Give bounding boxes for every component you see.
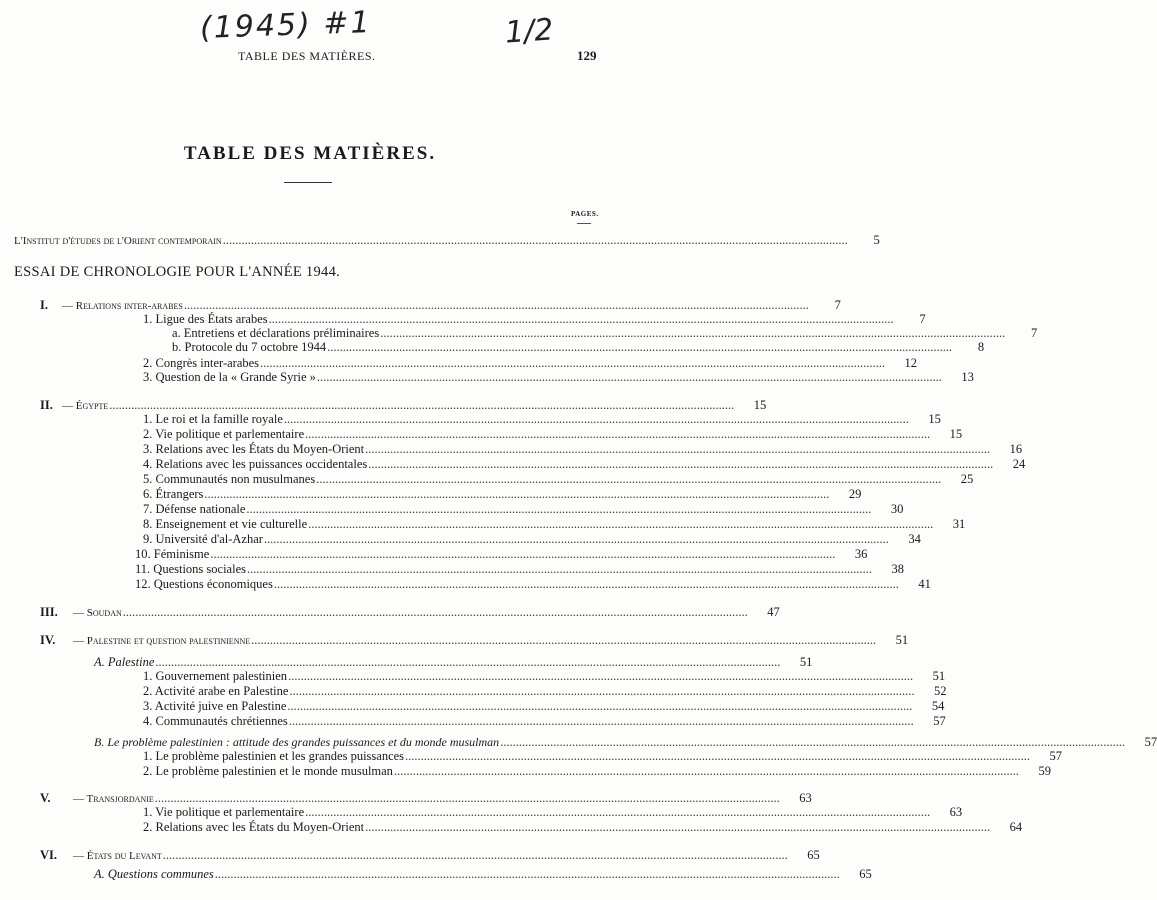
toc-entry-label: 2. Congrès inter-arabes xyxy=(143,356,260,370)
handwritten-fraction: 1/2 xyxy=(503,12,555,51)
toc-page-number: 34 xyxy=(908,532,921,546)
toc-page-number: 25 xyxy=(960,472,974,486)
toc-entry-label: 12. Questions économiques xyxy=(135,577,273,591)
dot-leader: ........................................................................................................................................................................................................ xyxy=(305,427,931,441)
toc-item[interactable] xyxy=(143,370,974,385)
toc-page-number: 36 xyxy=(854,547,868,561)
toc-page-number: 7 xyxy=(1030,326,1038,340)
toc-page-number: 52 xyxy=(933,684,947,698)
toc-entry-label: — Palestine et question palestinienne xyxy=(73,635,251,647)
dot-leader: ........................................................................................................................................................................................................ xyxy=(305,805,931,819)
toc-entry-label: 2. Activité arabe en Palestine xyxy=(143,684,289,698)
toc-page-number: 41 xyxy=(918,577,931,591)
toc-page-number: 7 xyxy=(919,312,926,326)
toc-item[interactable] xyxy=(135,562,904,577)
toc-page-number: 30 xyxy=(890,502,904,516)
section-title: ESSAI DE CHRONOLOGIE POUR L'ANNÉE 1944. xyxy=(14,264,341,280)
toc-entry-label: 1. Ligue des États arabes xyxy=(143,312,268,326)
dot-leader: ........................................................................................................................................................................................................ xyxy=(327,340,953,354)
dot-leader: ........................................................................................................................................................................................................ xyxy=(273,577,899,591)
toc-page-number: 59 xyxy=(1038,764,1051,778)
dot-leader: ........................................................................................................................................................................................................ xyxy=(162,848,788,862)
chapter-numeral: II. xyxy=(40,398,53,412)
dot-leader: ........................................................................................................................................................................................................ xyxy=(204,487,830,501)
dot-leader: ........................................................................................................................................................................................................ xyxy=(288,714,914,728)
dot-leader: ........................................................................................................................................................................................................ xyxy=(214,867,840,881)
toc-page-number: 8 xyxy=(977,340,985,354)
handwritten-annotation: (1945) #1 xyxy=(199,5,373,46)
toc-entry-institut[interactable] xyxy=(14,233,880,248)
toc-item[interactable] xyxy=(143,684,947,699)
pages-column-rule xyxy=(577,223,591,224)
dot-leader: ........................................................................................................................................................................................................ xyxy=(500,735,1126,749)
chapter-numeral: III. xyxy=(40,605,58,619)
toc-entry-label: B. Le problème palestinien : attitude des grandes puissances et du monde musulman xyxy=(94,735,500,749)
toc-page-number: 51 xyxy=(895,633,909,647)
toc-subsection-b[interactable] xyxy=(94,735,1157,750)
chapter-numeral: V. xyxy=(40,791,51,805)
toc-chapter-6[interactable] xyxy=(73,848,820,863)
toc-page-number: 13 xyxy=(961,370,974,384)
toc-item[interactable] xyxy=(172,340,985,355)
toc-item[interactable] xyxy=(143,764,1051,779)
toc-page-number: 29 xyxy=(848,487,862,501)
toc-page-number: 15 xyxy=(928,412,941,426)
dot-leader: ........................................................................................................................................................................................................ xyxy=(316,472,942,486)
toc-item[interactable] xyxy=(143,487,862,502)
toc-item[interactable] xyxy=(143,427,963,442)
toc-entry-label: — Soudan xyxy=(73,607,122,619)
toc-item[interactable] xyxy=(143,457,1026,472)
toc-page-number: 63 xyxy=(799,791,812,805)
toc-entry-label: 3. Relations avec les États du Moyen-Orient xyxy=(143,442,365,456)
toc-page-number: 5 xyxy=(873,233,880,247)
toc-chapter-5[interactable] xyxy=(73,791,812,806)
toc-item[interactable] xyxy=(135,577,931,592)
toc-item[interactable] xyxy=(143,749,1063,764)
toc-entry-label: 1. Vie politique et parlementaire xyxy=(143,805,305,819)
toc-entry-label: — Relations inter-arabes xyxy=(62,300,183,312)
toc-entry-label: 9. Université d'al-Azhar xyxy=(143,532,263,546)
toc-entry-label: 3. Activité juive en Palestine xyxy=(143,699,287,713)
dot-leader: ........................................................................................................................................................................................................ xyxy=(183,298,809,312)
toc-item[interactable] xyxy=(143,472,974,487)
toc-item[interactable] xyxy=(143,699,945,714)
dot-leader: ........................................................................................................................................................................................................ xyxy=(393,764,1019,778)
toc-item[interactable] xyxy=(143,820,1023,835)
toc-entry-label: b. Protocole du 7 octobre 1944 xyxy=(172,340,327,354)
toc-item[interactable] xyxy=(143,412,941,427)
dot-leader: ........................................................................................................................................................................................................ xyxy=(365,820,991,834)
toc-subsection-a[interactable] xyxy=(94,867,872,882)
toc-item[interactable] xyxy=(143,502,904,517)
toc-entry-label: 8. Enseignement et vie culturelle xyxy=(143,517,308,531)
toc-chapter-1[interactable] xyxy=(62,298,841,313)
toc-entry-label: A. Palestine xyxy=(94,655,155,669)
toc-page-number: 57 xyxy=(1144,735,1157,749)
toc-item[interactable] xyxy=(143,532,921,547)
toc-page-number: 65 xyxy=(807,848,820,862)
toc-entry-label: — Transjordanie xyxy=(73,793,154,805)
dot-leader: ........................................................................................................................................................................................................ xyxy=(109,398,735,412)
dot-leader: ........................................................................................................................................................................................................ xyxy=(246,502,872,516)
toc-page-number: 47 xyxy=(767,605,780,619)
toc-entry-label: 11. Questions sociales xyxy=(135,562,246,576)
toc-entry-label: 3. Question de la « Grande Syrie » xyxy=(143,370,316,384)
toc-entry-label: L'Institut d'études de l'Orient contemporain xyxy=(14,235,222,247)
toc-item[interactable] xyxy=(143,805,963,820)
toc-entry-label: 1. Gouvernement palestinien xyxy=(143,669,288,683)
toc-subsection-a[interactable] xyxy=(94,655,813,670)
toc-entry-label: — Égypte xyxy=(62,400,109,412)
dot-leader: ........................................................................................................................................................................................................ xyxy=(222,233,848,247)
toc-page-number: 51 xyxy=(799,655,813,669)
toc-page-number: 64 xyxy=(1009,820,1023,834)
dot-leader: ........................................................................................................................................................................................................ xyxy=(288,669,914,683)
toc-entry-label: 1. Le problème palestinien et les grandes puissances xyxy=(143,749,405,763)
dot-leader: ........................................................................................................................................................................................................ xyxy=(260,356,886,370)
toc-item[interactable] xyxy=(143,714,946,729)
toc-entry-label: 6. Étrangers xyxy=(143,487,204,501)
chapter-numeral: I. xyxy=(40,298,48,312)
dot-leader: ........................................................................................................................................................................................................ xyxy=(405,749,1031,763)
toc-item[interactable] xyxy=(143,312,926,327)
dot-leader: ........................................................................................................................................................................................................ xyxy=(308,517,934,531)
toc-chapter-2[interactable] xyxy=(62,398,767,413)
dot-leader: ........................................................................................................................................................................................................ xyxy=(251,633,877,647)
dot-leader: ........................................................................................................................................................................................................ xyxy=(154,791,780,805)
toc-entry-label: 10. Féminisme xyxy=(135,547,210,561)
dot-leader: ........................................................................................................................................................................................................ xyxy=(368,457,994,471)
toc-item[interactable] xyxy=(143,669,946,684)
dot-leader: ........................................................................................................................................................................................................ xyxy=(283,412,909,426)
toc-entry-label: 2. Relations avec les États du Moyen-Orient xyxy=(143,820,365,834)
toc-chapter-4[interactable] xyxy=(73,633,909,648)
page-title: TABLE DES MATIÈRES. xyxy=(183,143,437,164)
toc-chapter-3[interactable] xyxy=(73,605,780,620)
toc-page-number: 15 xyxy=(949,427,963,441)
toc-page-number: 57 xyxy=(933,714,946,728)
dot-leader: ........................................................................................................................................................................................................ xyxy=(263,532,889,546)
dot-leader: ........................................................................................................................................................................................................ xyxy=(268,312,894,326)
toc-entry-label: 2. Vie politique et parlementaire xyxy=(143,427,305,441)
dot-leader: ........................................................................................................................................................................................................ xyxy=(246,562,872,576)
toc-page-number: 16 xyxy=(1009,442,1023,456)
chapter-numeral: IV. xyxy=(40,633,56,647)
toc-page-number: 7 xyxy=(834,298,841,312)
toc-page-number: 38 xyxy=(891,562,904,576)
dot-leader: ........................................................................................................................................................................................................ xyxy=(316,370,942,384)
toc-item[interactable] xyxy=(143,517,966,532)
toc-entry-label: — États du Levant xyxy=(73,850,162,862)
toc-page-number: 31 xyxy=(952,517,966,531)
toc-page-number: 54 xyxy=(931,699,945,713)
running-head: TABLE DES MATIÈRES. xyxy=(238,49,376,63)
toc-item[interactable] xyxy=(143,442,1023,457)
dot-leader: ........................................................................................................................................................................................................ xyxy=(287,699,913,713)
toc-entry-label: 1. Le roi et la famille royale xyxy=(143,412,283,426)
chapter-numeral: VI. xyxy=(40,848,58,862)
toc-page-number: 15 xyxy=(753,398,767,412)
dot-leader: ........................................................................................................................................................................................................ xyxy=(210,547,836,561)
dot-leader: ........................................................................................................................................................................................................ xyxy=(380,326,1006,340)
toc-entry-label: 4. Relations avec les puissances occidentales xyxy=(143,457,368,471)
toc-entry-label: 5. Communautés non musulmanes xyxy=(143,472,316,486)
title-rule xyxy=(284,182,332,183)
toc-page-number: 51 xyxy=(932,669,946,683)
toc-item[interactable] xyxy=(172,326,1038,341)
dot-leader: ........................................................................................................................................................................................................ xyxy=(365,442,991,456)
toc-item[interactable] xyxy=(135,547,868,562)
toc-entry-label: 4. Communautés chrétiennes xyxy=(143,714,288,728)
toc-page-number: 24 xyxy=(1012,457,1026,471)
toc-page-number: 63 xyxy=(949,805,963,819)
toc-page-number: 12 xyxy=(904,356,918,370)
toc-entry-label: 7. Défense nationale xyxy=(143,502,246,516)
toc-entry-label: 2. Le problème palestinien et le monde musulman xyxy=(143,764,393,778)
toc-entry-label: a. Entretiens et déclarations préliminaires xyxy=(172,326,380,340)
dot-leader: ........................................................................................................................................................................................................ xyxy=(122,605,748,619)
toc-item[interactable] xyxy=(143,356,918,371)
dot-leader: ........................................................................................................................................................................................................ xyxy=(155,655,781,669)
page-number: 129 xyxy=(577,48,597,63)
toc-page-number: 65 xyxy=(859,867,872,881)
toc-page-number: 57 xyxy=(1049,749,1063,763)
toc-entry-label: A. Questions communes xyxy=(94,867,214,881)
pages-column-label: PAGES. xyxy=(571,210,599,218)
dot-leader: ........................................................................................................................................................................................................ xyxy=(289,684,915,698)
